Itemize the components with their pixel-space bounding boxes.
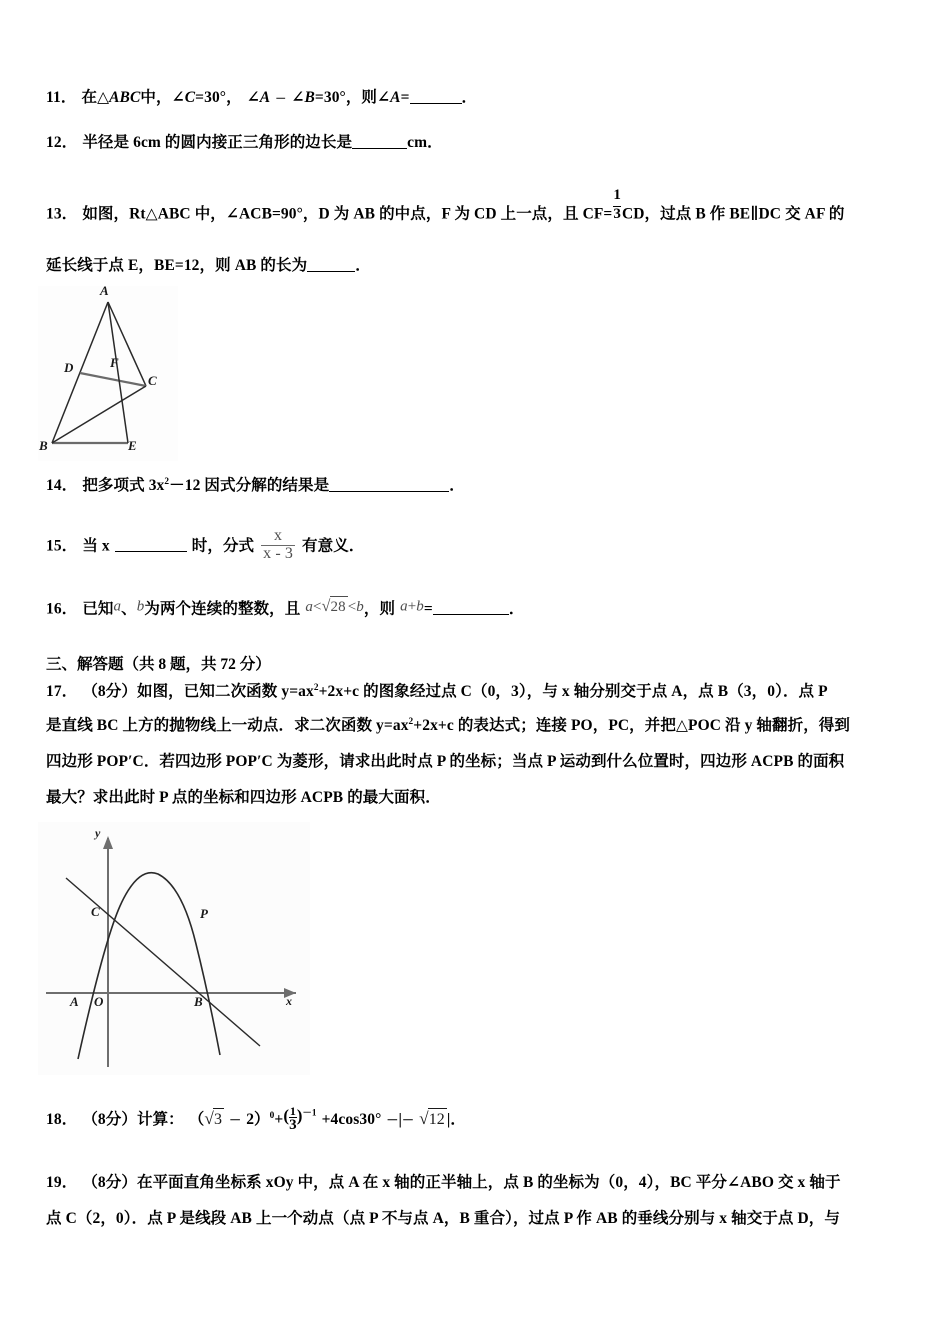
q18-fraction-denominator: 3 [289,1117,297,1134]
q11-minus: － [275,93,287,105]
q12-answer-blank[interactable] [352,134,407,149]
q11-a2: A [390,89,401,106]
q14-period: ． [449,477,465,495]
q18-dot: ． [61,1111,78,1129]
radical-sign-icon-12: √ [419,1109,429,1129]
question-19-line2: 点 C（2，0）．点 P 是线段 AB 上一个动点（点 P 不与点 A，B 重合），过点 P 作 AB 的垂线分别与 x 轴交于点 D，与 [46,1210,840,1227]
figure-q13-label-D: D [64,360,74,375]
q15-den-rest: - 3 [275,544,294,562]
q11-b: B [304,89,315,106]
figure-q17-label-P: P [200,906,208,921]
q15-fraction-numerator: x [274,527,283,544]
q11-number: 11 [46,89,61,106]
question-17-line2 [46,716,924,737]
q18-label: 计算： [136,1111,184,1129]
q18-sqrt-3 [204,1107,224,1131]
q17-text-2a: 是直线 BC 上方的抛物线上一动点．求二次函数 y=ax [46,717,409,735]
parallel-icon: ∥ [750,205,759,223]
q18-minus-2: － [386,1113,399,1128]
question-15 [46,528,924,563]
q16-period: ． [508,600,525,618]
figure-q17-label-C: C [91,904,100,919]
q19-number: 19 [46,1174,62,1191]
question-16 [46,596,924,620]
q18-score: （8分） [82,1111,137,1129]
q18-fraction-numerator: 1 [289,1104,296,1119]
question-18 [46,1105,924,1133]
q17-text-1b: +2x+c 的图象经过点 C（0，3），与 x 轴分别交于点 A，点 B（3，0）．点 P [318,683,828,701]
q18-fraction-one-third [289,1105,297,1133]
q11-answer-blank[interactable] [410,89,462,104]
figure-q17-label-B: B [194,994,203,1009]
q16-sqrt-28 [322,596,348,618]
q16-answer-blank[interactable] [433,600,509,615]
q18-sqrt3-radicand: 3 [213,1108,224,1131]
q18-number: 18 [46,1111,62,1129]
q16-ineq-a: a [305,599,313,615]
q18-lparen: （ [188,1111,205,1129]
q17-exp-2: 2 [408,717,414,727]
q12-number: 12 [46,134,62,151]
q11-eq30a: =30°， [195,89,242,106]
q16-sqrt-radicand: 28 [330,596,348,617]
q18-abs-right: |． [446,1111,467,1129]
q13-text-c: DC 交 AF 的 [758,205,845,223]
q16-var-a: a [113,598,122,615]
q15-text-a: 当 x [82,537,110,555]
q14-answer-blank[interactable] [329,477,449,492]
figure-q13-label-E: E [128,438,137,453]
q15-dot: ． [61,537,78,555]
q15-fraction-denominator [261,545,295,563]
angle-icon-3: ∠ [291,89,305,106]
figure-q13-svg [38,286,178,461]
figure-q17-label-A: A [70,994,79,1009]
question-14 [46,476,924,497]
q17-dot: ． [61,683,78,701]
q15-text-c: 有意义． [302,537,365,555]
q15-number: 15 [46,537,62,555]
question-17-line4: 最大？求出此时 P 点的坐标和四边形 ACPB 的最大面积． [46,789,441,806]
q12-text-after: cm． [407,134,443,151]
q16-lt-2: < [347,599,357,615]
q17-text-1a: 如图，已知二次函数 y=ax [136,683,314,701]
q12-text-before: 半径是 6cm 的圆内接正三角形的边长是 [82,134,353,151]
q18-sqrt12-radicand: 12 [428,1108,447,1131]
q16-text-c: ，则 [363,600,396,618]
q16-sum-b: b [416,598,424,615]
figure-question-13 [38,283,178,461]
q13-number: 13 [46,205,62,223]
q11-period: ． [461,89,478,106]
radical-sign-icon: √ [321,597,331,615]
q15-answer-blank[interactable] [115,537,187,552]
q16-text-b: 为两个连续的整数，且 [144,600,301,618]
q19-score: （8分） [82,1174,137,1191]
q11-text-1: 在△ [81,89,110,106]
q13-text-a: 如图，Rt△ABC 中，∠ACB=90°，D 为 AB 的中点，F 为 CD 上一点，且 CF= [82,205,613,223]
q13-dot: ． [61,205,78,223]
figure-q17-svg [38,822,310,1075]
q11-abc: ABC [109,89,141,106]
q13-answer-blank[interactable] [307,257,355,272]
q13-fraction-one-third [613,187,621,227]
q11-eq30b: =30°，则 [314,89,378,106]
q11-dot: ． [60,89,77,106]
q13-fraction-denominator: 3 [613,206,621,222]
question-11 [46,88,924,109]
q11-eqsign: = [400,89,410,106]
question-19-line1 [46,1173,924,1194]
figure-q17-label-x: x [286,994,292,1008]
q11-c: C [184,89,196,106]
q18-plus-1: + [274,1111,284,1129]
q18-exp-neg1: －1 [302,1108,317,1119]
radical-sign-icon-3: √ [204,1109,214,1129]
q13-period: ． [355,257,371,274]
figure-q13-label-C: C [148,373,157,388]
q18-exp-zero: 0 [269,1110,275,1121]
q16-plus: + [407,598,417,615]
q16-sum-a: a [400,598,408,615]
angle-icon-2: ∠ [246,89,260,106]
q18-two: 2） [246,1111,270,1129]
q14-dot: ． [61,477,78,495]
figure-question-17 [38,822,310,1075]
figure-q17-label-O: O [94,994,104,1009]
section-header-3: 三、解答题（共 8 题，共 72 分） [46,656,271,673]
q16-text-a: 已知 [82,600,114,618]
q14-number: 14 [46,477,62,495]
q12-dot: ． [61,134,78,151]
figure-q17-label-y: y [95,826,101,840]
q16-ineq-b: b [356,599,364,615]
q18-abs-left: | [398,1111,402,1129]
q14-text-mid: －12 因式分解的结果是 [169,477,330,495]
q19-text-line1: 在平面直角坐标系 xOy 中，点 A 在 x 轴的正半轴上，点 B 的坐标为（0，4），BC 平分∠ABO 交 x 轴于 [136,1174,841,1191]
q18-minus-1: － [229,1113,242,1128]
figure-q13-label-F: F [110,355,119,370]
q14-text-before: 把多项式 3x [82,477,165,495]
q13-text-line2: 延长线于点 E，BE=12，则 AB 的长为 [46,257,308,274]
q17-score: （8分） [82,683,137,701]
q13-fraction-numerator: 1 [613,187,621,203]
q18-paren-left: ( [283,1106,290,1125]
q15-fraction [261,528,295,563]
q15-den-x: x [263,544,272,562]
q17-exp-1: 2 [313,683,319,693]
q16-dot: ． [61,600,78,618]
q18-minus-3: － [402,1113,415,1128]
angle-icon-4: ∠ [377,89,391,106]
q16-number: 16 [46,600,62,618]
q13-text-b: CD，过点 B 作 BE [621,205,751,223]
figure-q13-label-B: B [39,438,48,453]
question-13-line2 [46,256,924,277]
q14-exponent: 2 [164,477,170,487]
q19-dot: ． [61,1174,78,1191]
q18-cos-term: +4cos30° [321,1111,382,1129]
q17-number: 17 [46,683,62,701]
q18-sqrt-12 [419,1107,447,1131]
angle-icon-1: ∠ [171,89,185,106]
figure-q13-label-A: A [100,283,109,298]
question-17-line3: 四边形 POP′C．若四边形 POP′C 为菱形，请求出此时点 P 的坐标；当点 P 运动到什么位置时，四边形 ACPB 的面积 [46,753,845,770]
q11-text-2: 中， [140,89,172,106]
question-12 [46,133,924,154]
q16-var-b: b [136,598,145,615]
q18-paren-right: ) [296,1106,303,1125]
q11-a1: A [259,89,271,106]
question-17-line1 [46,682,924,703]
question-13-line1 [46,187,924,227]
q16-lt-1: < [312,599,322,615]
q17-text-2b: +2x+c 的表达式；连接 PO，PC，并把△POC 沿 y 轴翻折，得到 [413,717,850,735]
q16-sep: 、 [121,600,137,618]
q16-eq: = [423,600,433,618]
q15-text-b: 时，分式 [191,537,255,555]
